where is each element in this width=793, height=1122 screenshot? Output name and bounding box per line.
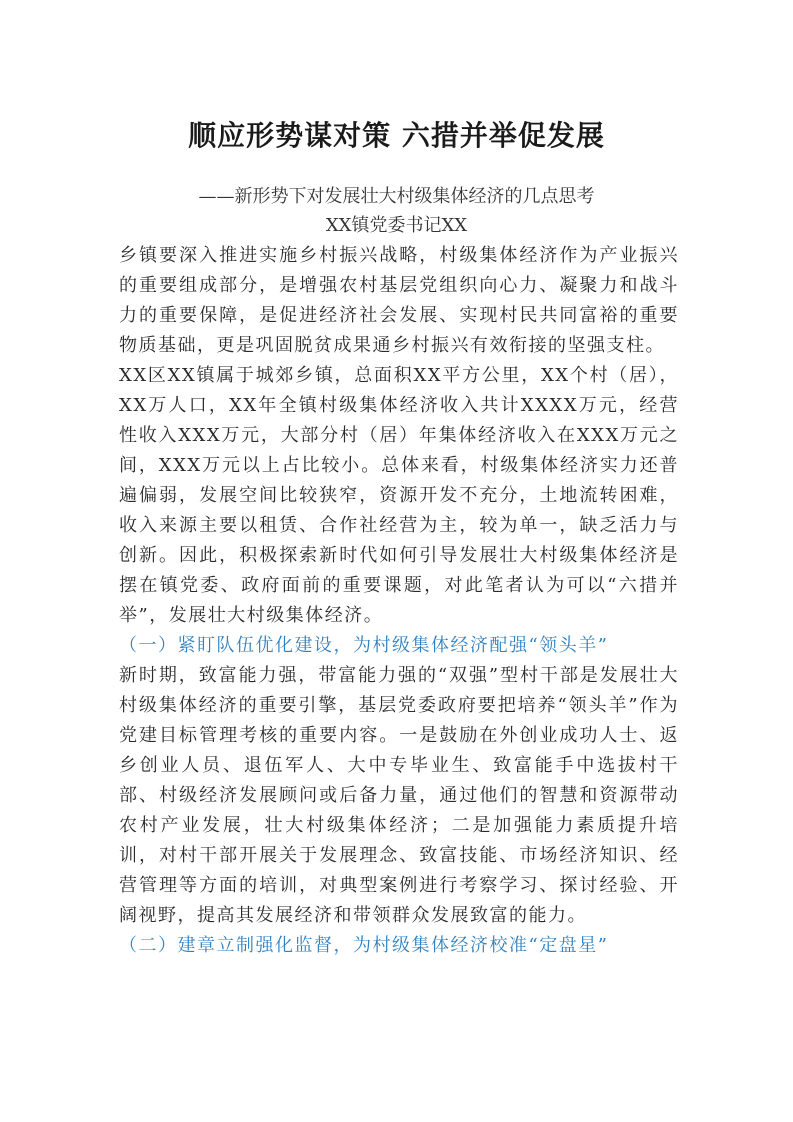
document-author: XX镇党委书记XX [325,215,468,236]
intro-paragraph: 乡镇要深入推进实施乡村振兴战略，村级集体经济作为产业振兴的重要组成部分，是增强农村基层党组织向心力、凝聚力和战斗力的重要保障，是促进经济社会发展、实现村民共同富裕的重要物质基础，更是巩固脱贫成果通乡村振兴有效衔接的坚强支柱。 [119,245,679,356]
background-paragraph: XX区XX镇属于城郊乡镇，总面积XX平方公里，XX个村（居），XX万人口，XX年全镇村级集体经济收入共计XXXX万元，经营性收入XXX万元，大部分村（居）年集体经济收入在XXX万元之间，XXX万元以上占比较小。总体来看，村级集体经济实力还普遍偏弱，发展空间比较狭窄，资源开发不充分，土地流转困难，收入来源主要以租赁、合作社经营为主，较为单一，缺乏活力与创新。因此，积极探索新时代如何引导发展壮大村级集体经济是摆在镇党委、政府面前的重要课题，对此笔者认为可以“六措并举”，发展壮大村级集体经济。 [119,365,679,626]
document-subtitle: ——新形势下对发展壮大村级集体经济的几点思考 [198,186,595,207]
document-title: 顺应形势谋对策 六措并举促发展 [188,119,605,152]
section-1-heading: （一）紧盯队伍优化建设，为村级集体经济配强“领头羊” [119,635,609,656]
section-2-heading: （二）建章立制强化监督，为村级集体经济校准“定盘星” [119,935,609,956]
document-body [119,241,679,961]
section-1-paragraph: 新时期，致富能力强，带富能力强的“双强”型村干部是发展壮大村级集体经济的重要引擎，基层党委政府要把培养“领头羊”作为党建目标管理考核的重要内容。一是鼓励在外创业成功人士、返乡创业人员、退伍军人、大中专毕业生、致富能手中选拔村干部、村级经济发展顾问或后备力量，通过他们的智慧和资源带动农村产业发展，壮大村级集体经济；二是加强能力素质提升培训，对村干部开展关于发展理念、致富技能、市场经济知识、经营管理等方面的培训，对典型案例进行考察学习、探讨经验、开阔视野，提高其发展经济和带领群众发展致富的能力。 [119,665,679,926]
